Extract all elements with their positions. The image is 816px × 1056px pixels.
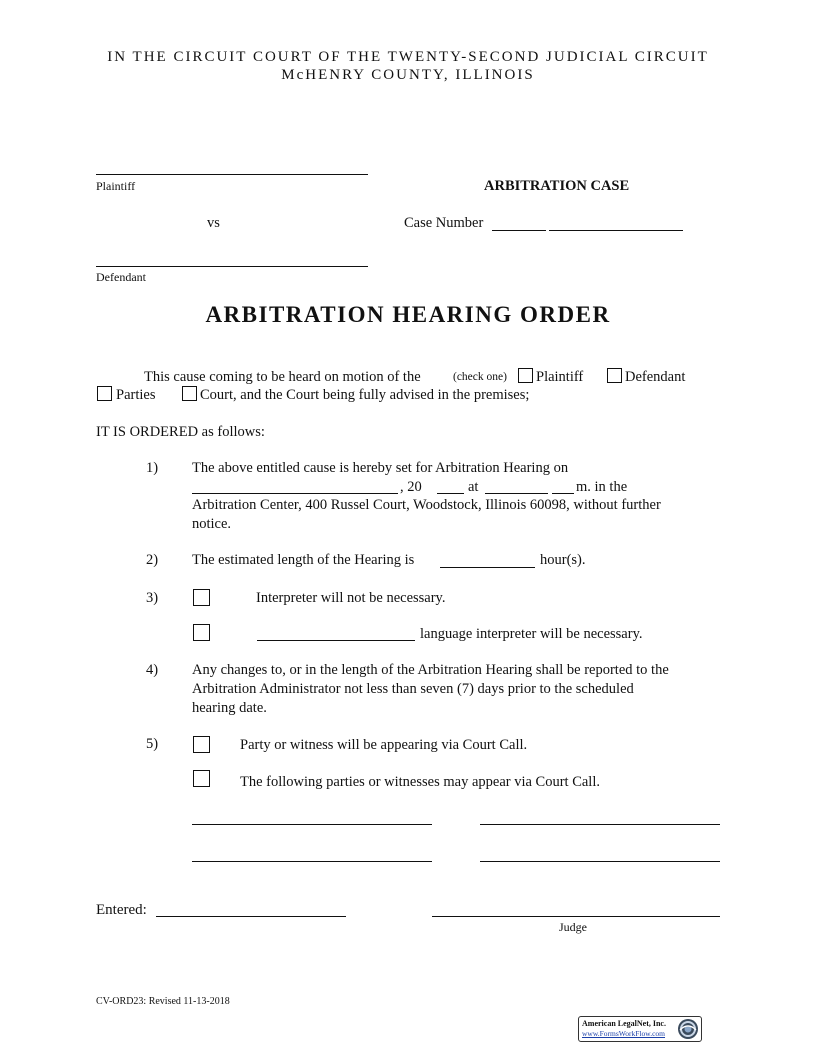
logo-box [578, 1016, 702, 1042]
document-title: ARBITRATION HEARING ORDER [205, 302, 611, 327]
item4-number: 4) [146, 662, 159, 678]
court-call-following-checkbox[interactable] [193, 770, 210, 787]
case-number-line-2[interactable] [549, 230, 683, 231]
interpreter-language-line[interactable] [257, 640, 415, 641]
no-interpreter-label: Interpreter will not be necessary. [256, 590, 446, 606]
form-id: CV-ORD23: Revised 11-13-2018 [96, 996, 230, 1007]
ordered-label: IT IS ORDERED as follows: [96, 424, 265, 440]
logo-url: www.FormsWorkFlow.com [582, 1029, 666, 1038]
parties-option-label: Parties [116, 387, 156, 403]
at-label: at [468, 479, 479, 495]
year-prefix: , 20 [400, 479, 422, 495]
item2-text: The estimated length of the Hearing is [192, 552, 415, 568]
hearing-time-line[interactable] [485, 493, 548, 494]
interpreter-needed-checkbox[interactable] [193, 624, 210, 641]
defendant-checkbox[interactable] [607, 368, 622, 383]
court-call-party-checkbox[interactable] [193, 736, 210, 753]
case-number-line-1[interactable] [492, 230, 546, 231]
item5-number: 5) [146, 736, 159, 752]
no-interpreter-checkbox[interactable] [193, 589, 210, 606]
judge-label: Judge [559, 920, 587, 934]
plaintiff-checkbox[interactable] [518, 368, 533, 383]
defendant-option-label: Defendant [625, 369, 686, 385]
plaintiff-option-label: Plaintiff [536, 369, 584, 385]
defendant-line[interactable] [96, 266, 368, 267]
court-name-line1: IN THE CIRCUIT COURT OF THE TWENTY-SECOND JUDICIAL CIRCUIT [107, 49, 709, 65]
interpreter-needed-label: language interpreter will be necessary. [420, 626, 643, 642]
hearing-length-line[interactable] [440, 567, 535, 568]
entered-date-line[interactable] [156, 916, 346, 917]
court-checkbox[interactable] [182, 386, 197, 401]
item1-line4: notice. [192, 516, 232, 532]
court-call-following-label: The following parties or witnesses may appear via Court Call. [240, 774, 600, 790]
plaintiff-label: Plaintiff [96, 179, 136, 193]
item1-line3: Arbitration Center, 400 Russel Court, Woodstock, Illinois 60098, without further [192, 497, 661, 513]
hearing-year-line[interactable] [437, 493, 464, 494]
intro-text: This cause coming to be heard on motion of the [144, 369, 421, 385]
hours-label: hour(s). [540, 552, 586, 568]
item4-line1: Any changes to, or in the length of the Arbitration Hearing shall be reported to the [192, 662, 669, 678]
court-option-label: Court, and the Court being fully advised in the premises; [200, 387, 530, 403]
globe-icon [677, 1018, 699, 1040]
item2-number: 2) [146, 552, 159, 568]
vs-label: vs [207, 215, 220, 231]
item3-number: 3) [146, 590, 159, 606]
item1-number: 1) [146, 460, 159, 476]
court-call-name-line-1[interactable] [192, 824, 432, 825]
logo-company: American LegalNet, Inc. [582, 1019, 666, 1028]
judge-signature-line[interactable] [432, 916, 720, 917]
parties-checkbox[interactable] [97, 386, 112, 401]
item4-line3: hearing date. [192, 700, 267, 716]
plaintiff-line[interactable] [96, 174, 368, 175]
court-call-name-line-3[interactable] [192, 861, 432, 862]
court-call-name-line-4[interactable] [480, 861, 720, 862]
court-call-party-label: Party or witness will be appearing via Court Call. [240, 737, 528, 753]
case-type-label: ARBITRATION CASE [484, 178, 630, 194]
item1-line1: The above entitled cause is hereby set for Arbitration Hearing on [192, 460, 569, 476]
case-number-label: Case Number [404, 215, 484, 231]
am-pm-line[interactable] [552, 493, 574, 494]
court-name-line2: McHENRY COUNTY, ILLINOIS [281, 67, 535, 83]
m-in-the-label: m. in the [576, 479, 628, 495]
hearing-date-line[interactable] [192, 493, 398, 494]
entered-label: Entered: [96, 902, 147, 918]
defendant-label: Defendant [96, 270, 146, 284]
court-call-name-line-2[interactable] [480, 824, 720, 825]
check-one-label: (check one) [453, 371, 507, 383]
item4-line2: Arbitration Administrator not less than seven (7) days prior to the scheduled [192, 681, 634, 697]
